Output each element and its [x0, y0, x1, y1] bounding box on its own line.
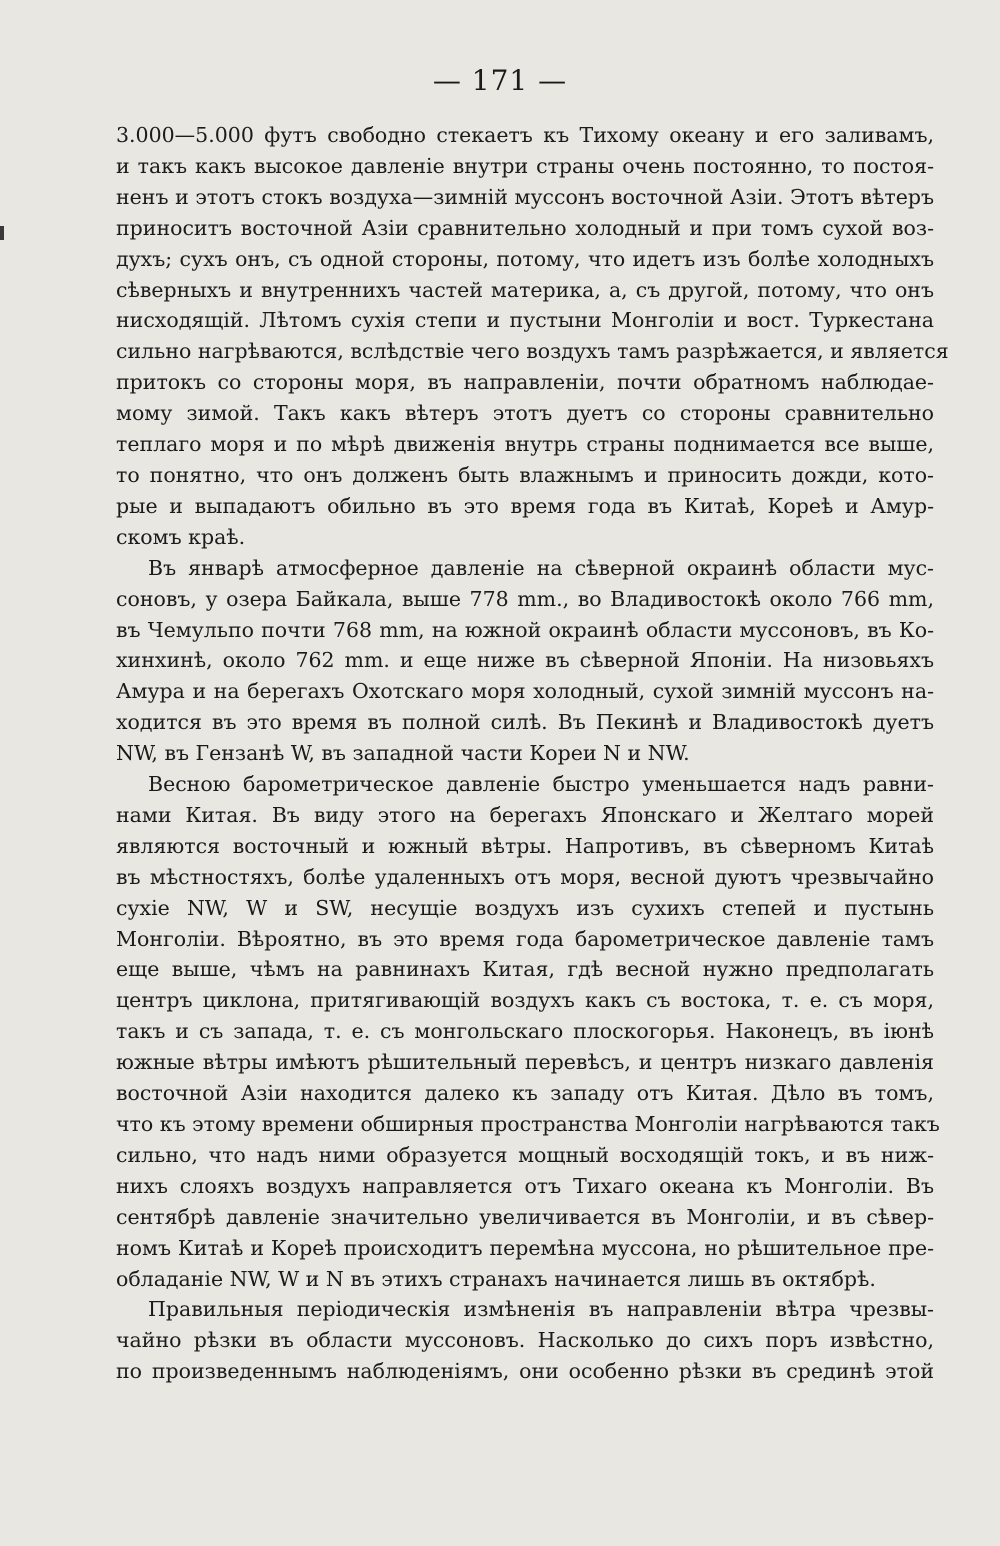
body-text [116, 120, 949, 1387]
text-line: Весною барометрическое давленіе быстро уменьшается надъ равни- [148, 772, 934, 797]
text-line: чайно рѣзки въ области муссоновъ. Насколько до сихъ поръ извѣстно, [116, 1328, 934, 1353]
text-line: въ Чемульпо почти 768 mm, на южной окраинѣ области муссоновъ, въ Ко- [116, 617, 934, 642]
text-line: хинхинѣ, около 762 mm. и еще ниже въ сѣверной Японіи. На низовьяхъ [116, 648, 934, 673]
text-line: сильно нагрѣваются, вслѣдствіе чего воздухъ тамъ разрѣжается, и является [116, 339, 949, 364]
text-line: Монголіи. Вѣроятно, въ это время года барометрическое давленіе тамъ [116, 926, 934, 951]
text-line: 3.000—5.000 футъ свободно стекаетъ къ Тихому океану и его заливамъ, [116, 123, 934, 147]
text-line: центръ циклона, притягивающій воздухъ какъ съ востока, т. е. съ моря, [116, 988, 934, 1013]
text-line: теплаго моря и по мѣрѣ движенія внутрь страны поднимается все выше, [116, 432, 934, 457]
page-number: — 171 — [432, 64, 568, 97]
text-line: нихъ слояхъ воздухъ направляется отъ Тихаго океана къ Монголіи. Въ [116, 1173, 934, 1198]
text-line: рые и выпадаютъ обильно въ это время года въ Китаѣ, Кореѣ и Амур- [116, 493, 934, 518]
text-line: такъ и съ запада, т. е. съ монгольскаго плоскогорья. Наконецъ, въ іюнѣ [116, 1019, 934, 1044]
text-line: соновъ, у озера Байкала, выше 778 mm., во Владивостокѣ около 766 mm, [116, 586, 934, 611]
text-line: NW, въ Гензанѣ W, въ западной части Кореи N и NW. [116, 741, 690, 766]
text-line: нисходящій. Лѣтомъ сухія степи и пустыни Монголіи и вост. Туркестана [116, 308, 934, 333]
text-line: сильно, что надъ ними образуется мощный восходящій токъ, и въ ниж- [116, 1142, 934, 1167]
text-line: Въ январѣ атмосферное давленіе на сѣверной окраинѣ области мус- [148, 555, 934, 580]
text-line: нами Китая. Въ виду этого на берегахъ Японскаго и Желтаго морей [116, 802, 934, 827]
text-line: обладаніе NW, W и N въ этихъ странахъ начинается лишь въ октябрѣ. [116, 1266, 876, 1291]
text-line: южные вѣтры имѣютъ рѣшительный перевѣсъ, и центръ низкаго давленія [116, 1050, 934, 1075]
text-line: скомъ краѣ. [116, 524, 246, 549]
text-line: ходится въ это время въ полной силѣ. Въ Пекинѣ и Владивостокѣ дуетъ [116, 710, 934, 735]
text-line: сѣверныхъ и внутреннихъ частей материка, а, съ другой, потому, что онъ [116, 277, 934, 302]
text-line: ненъ и этотъ стокъ воздуха—зимній муссонъ восточной Азіи. Этотъ вѣтеръ [116, 184, 934, 209]
text-line: Амура и на берегахъ Охотскаго моря холодный, сухой зимній муссонъ на- [116, 679, 934, 704]
text-line: духъ; сухъ онъ, съ одной стороны, потому, что идетъ изъ болѣе холодныхъ [116, 246, 934, 271]
text-line: притокъ со стороны моря, въ направленіи, почти обратномъ наблюдае- [116, 370, 934, 395]
text-line: сентябрѣ давленіе значительно увеличивается въ Монголіи, и въ сѣвер- [116, 1204, 934, 1229]
text-line: приноситъ восточной Азіи сравнительно холодный и при томъ сухой воз- [116, 215, 934, 240]
text-line: что къ этому времени обширныя пространства Монголіи нагрѣваются такъ [116, 1112, 940, 1136]
page-edge-mark [0, 226, 4, 240]
text-line: сухіе NW, W и SW, несущіе воздухъ изъ сухихъ степей и пустынь [116, 895, 934, 920]
text-line: Правильныя періодическія измѣненія въ направленіи вѣтра чрезвы- [148, 1297, 934, 1322]
text-line: по произведеннымъ наблюденіямъ, они особенно рѣзки въ срединѣ этой [116, 1359, 934, 1384]
text-line: еще выше, чѣмъ на равнинахъ Китая, гдѣ весной нужно предполагать [116, 957, 934, 982]
text-line: восточной Азіи находится далеко къ западу отъ Китая. Дѣло въ томъ, [116, 1081, 934, 1106]
text-line: мому зимой. Такъ какъ вѣтеръ этотъ дуетъ со стороны сравнительно [116, 401, 934, 426]
text-line: и такъ какъ высокое давленіе внутри страны очень постоянно, то постоя- [116, 153, 934, 178]
text-line: номъ Китаѣ и Кореѣ происходитъ перемѣна муссона, но рѣшительное пре- [116, 1235, 934, 1260]
text-line: то понятно, что онъ долженъ быть влажнымъ и приносить дожди, кото- [116, 462, 934, 487]
text-line: являются восточный и южный вѣтры. Напротивъ, въ сѣверномъ Китаѣ [116, 833, 934, 858]
text-line: въ мѣстностяхъ, болѣе удаленныхъ отъ моря, весной дуютъ чрезвычайно [116, 864, 934, 889]
